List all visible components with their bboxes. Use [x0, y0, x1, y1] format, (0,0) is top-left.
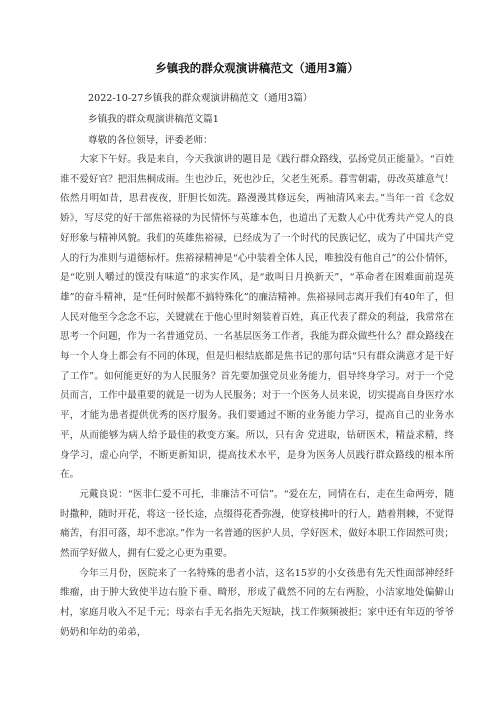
body-paragraph: 今年三月份，医院来了一名特殊的患者小洁，这名15岁的小女孩患有先天性面部神经纤维瘤，由于肿大致使半边右脸下垂、畸形，形成了截然不同的左右两脸，小洁家地处偏僻山村，家庭月收入不足千元；母亲右手无名指先天短缺，找工作频频被拒；家中还有年迈的爷爷奶奶和年幼的弟弟， [60, 567, 454, 638]
section-heading: 乡镇我的群众观演讲稿范文篇1 [88, 114, 219, 125]
greeting: 尊敬的各位领导，评委老师： [88, 135, 213, 146]
body-paragraph: 元戴良说：“医非仁爱不可托，非廉洁不可信”。“爱在左，同情在右，走在生命两旁，随时撒种，随时开花，将这一径长途，点缀得花香弥漫，使穿枝拂叶的行人，踏着荆棘，不觉得痛苦，有泪可落，却不悲凉。”作为一名普通的医护人员，学好医术，做好本职工作固然可贵；然而学好做人，拥有仁爱之心更为重要。 [60, 488, 454, 560]
body-paragraph: 大家下午好。我是来自，今天我演讲的题目是《践行群众路线，弘扬党员正能量》。“百姓谁不爱好官？把泪焦桐成雨。生也沙丘，死也沙丘，父老生死系。暮雪朝霜，毋改英雄意气！依然月明如昔，思君夜夜，肝胆长如洗。路漫漫其修远矣，两袖清风来去。”当年一首《念奴娇》，写尽党的好干部焦裕禄的为民情怀与英雄本色，也道出了无数人心中优秀共产党人的良好形象与精神风貌。我们的英雄焦裕禄，已经成为了一个时代的民族记忆，成为了中国共产党人的行为准则与道德标杆。焦裕禄精神是“心中装着全体人民，唯独没有他自己”的公仆情怀，是“吃别人嚼过的馍没有味道”的求实作风，是“敢叫日月换新天”，“革命者在困难面前逞英雄”的奋斗精神，是“任何时候都不搞特殊化”的廉洁精神。焦裕禄同志离开我们有40年了，但人民对他至今念念不忘，关键就在于他心里时刻装着百姓，真正代表了群众的利益，我常常在思考一个问题，作为一名普通党员、一名基层医务工作者，我能为群众做些什么？群众路线在每一个人身上都会有不同的体现，但是归根结底都是焦书记的那句话“只有群众满意才是干好了工作”。如何能更好的为人民服务？首先要加强党员业务能力，倡导终身学习。对于一个党员而言，工作中最重要的就是一切为人民服务；对于一个医务人员来说，切实提高自身医疗水平，才能为患者提供优秀的医疗服务。我们要通过不断的业务能力学习，提高自己的业务水平，从而能够为病人给予最佳的救变方案。所以，只有舍 党进取，钻研医术，精益求精，终身学习，虚心向学，不断更新知识，提高技术水平，是身为医务人员践行群众路线的根本所在。 [60, 154, 454, 481]
date-line: 2022-10-27乡镇我的群众观演讲稿范文（通用3篇） [88, 93, 313, 104]
document-title: 乡镇我的群众观演讲稿范文（通用3篇） [155, 61, 359, 75]
